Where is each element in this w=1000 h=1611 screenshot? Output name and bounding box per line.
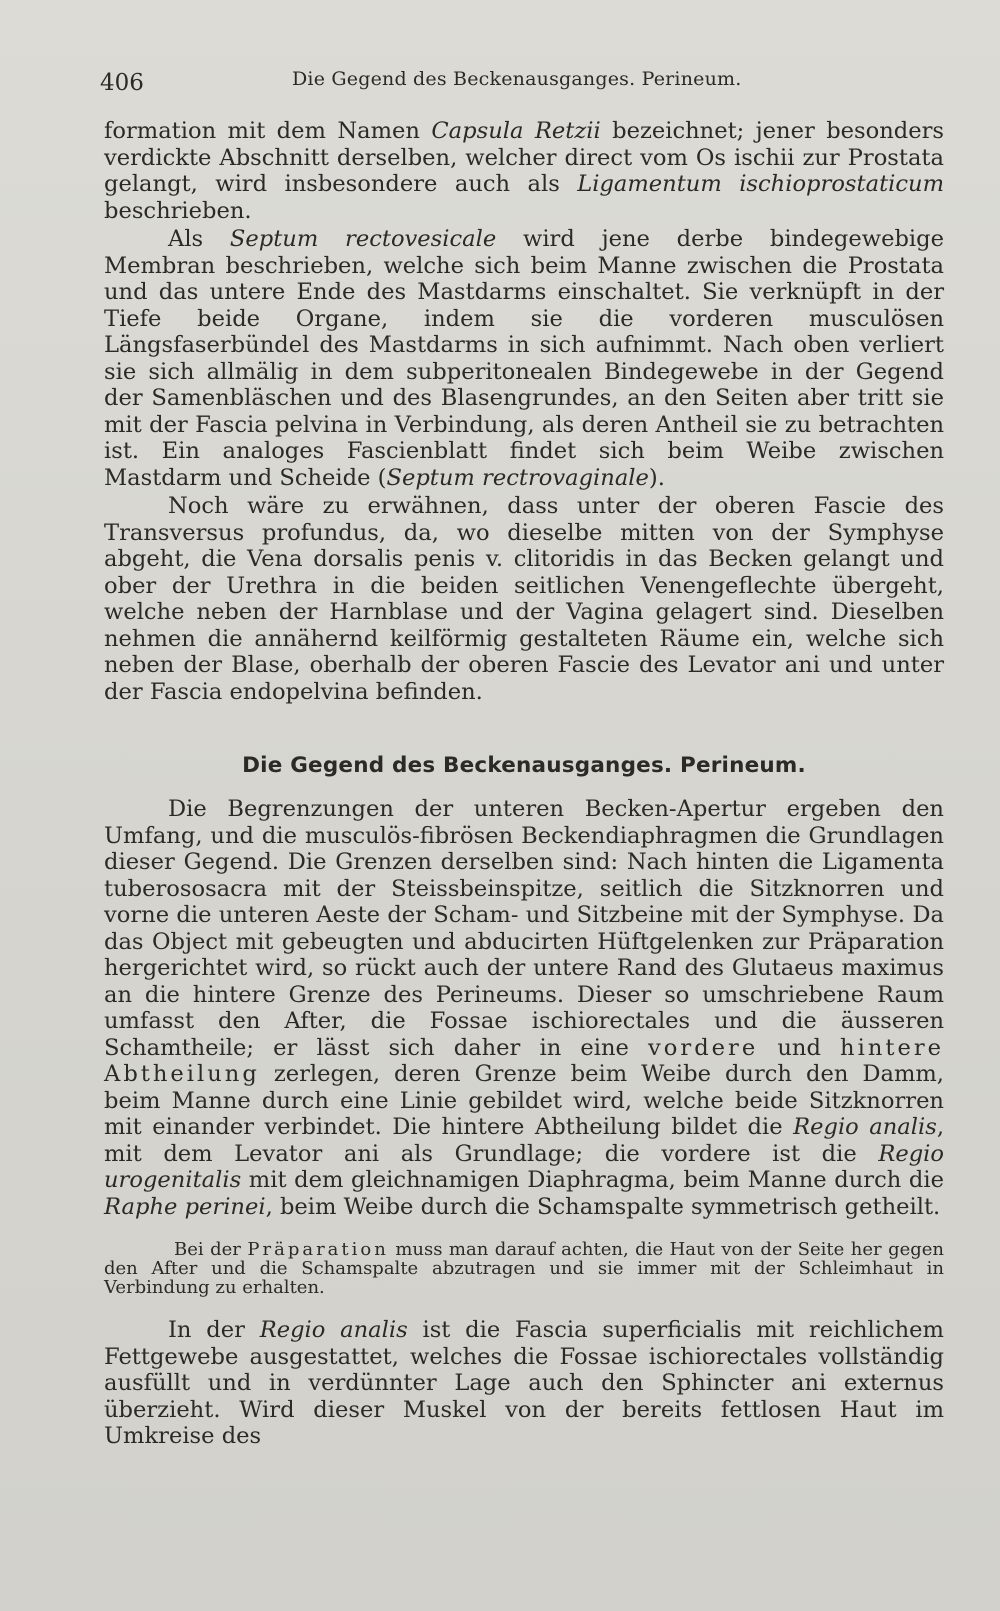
term-capsula-retzii: Capsula Retzii xyxy=(431,118,601,144)
term-regio-analis-2: Regio analis xyxy=(259,1317,408,1343)
page-number: 406 xyxy=(100,70,144,96)
paragraph-3: Noch wäre zu erwähnen, dass unter der oberen Fascie des Transversus profundus, da, wo dieselbe mitten von der Symphyse abgeht, die Vena dorsalis penis v. clitoridis in das Becken gelangt und ober der Urethra in die beiden seitlichen Venengeflechte übergeht, welche neben der Harnblase und der Vagina gelagert sind. Dieselben nehmen die annähernd keilförmig gestalteten Räume ein, welche sich neben der Blase, oberhalb der oberen Fascie des Levator ani und unter der Fascia endopelvina befinden. xyxy=(104,493,944,705)
running-head: Die Gegend des Beckenausganges. Perineum. xyxy=(292,68,742,90)
term-raphe-perinei: Raphe perinei xyxy=(104,1193,266,1220)
spaced-hintere: hintere xyxy=(840,1034,944,1061)
term-septum-rectovesicale: Septum rectovesicale xyxy=(229,226,497,252)
paragraph-1: formation mit dem Namen Capsula Retzii bezeichnet; jener besonders verdickte Abschnitt derselben, welcher direct vom Os ischii zur Prostata gelangt, wird insbesondere auch als Ligamentum ischioprostaticum beschrieben. xyxy=(104,118,945,224)
paragraph-2: Als Septum rectovesicale wird jene derbe bindegewebige Membran beschrieben, welche sich beim Manne zwischen die Prostata und das untere Ende des Mastdarms einschaltet. Sie verknüpft in der Tiefe beide Organe, indem sie die vorderen musculösen Längsfaserbündel des Mastdarms in sich aufnimmt. Nach oben verliert sie sich allmälig in dem subperitonealen Bindegewebe in der Gegend der Samenbläschen und des Blasengrundes, an den Seiten aber tritt sie mit der Fascia pelvina in Verbindung, als deren Antheil sie zu betrachten ist. Ein analoges Fascienblatt findet sich beim Weibe zwischen Mastdarm und Scheide (Septum rectrovaginale). xyxy=(104,226,944,491)
section-heading: Die Gegend des Beckenausganges. Perineum. xyxy=(242,753,806,778)
spaced-praeparation: Präparation xyxy=(247,1239,389,1260)
term-septum-rectrovaginale: Septum rectrovaginale xyxy=(386,464,649,491)
page-header xyxy=(100,68,940,98)
page-body xyxy=(104,118,944,1450)
paragraph-4: Die Begrenzungen der unteren Becken-Apertur ergeben den Umfang, und die musculös-fibrösen Beckendiaphragmen die Grundlagen dieser Gegend. Die Grenzen derselben sind: Nach hinten die Ligamenta tuberososacra mit der Steissbeinspitze, seitlich die Sitzknorren und vorne die unteren Aeste der Scham- und Sitzbeine mit der Symphyse. Da das Object mit gebeugten und abducirten Hüftgelenken zur Präparation hergerichtet wird, so rückt auch der untere Rand des Glutaeus maximus an die hintere Grenze des Perineums. Dieser so umschriebene Raum umfasst den After, die Fossae ischiorectales und die äusseren Schamtheile; er lässt sich daher in eine vordere und hintere Abtheilung zerlegen, deren Grenze beim Weibe durch den Damm, beim Manne durch eine Linie gebildet wird, welche beide Sitzknorren mit einander verbindet. Die hintere Abtheilung bildet die Regio analis, mit dem Levator ani als Grundlage; die vordere ist die Regio urogenitalis mit dem gleichnamigen Diaphragma, beim Manne durch die Raphe perinei, beim Weibe durch die Schamspalte symmetrisch getheilt. xyxy=(104,796,944,1220)
spaced-vordere: vordere xyxy=(648,1034,759,1061)
footnote-preparation: Bei der Präparation muss man darauf achten, die Haut von der Seite her gegen den After und die Schamspalte abzutragen und sie immer mit der Schleimhaut in Verbindung zu erhalten. xyxy=(104,1239,945,1298)
term-ligamentum-ischioprostaticum: Ligamentum ischioprostaticum xyxy=(577,171,945,197)
term-regio-urogenitalis: Regio urogenitalis xyxy=(104,1140,944,1193)
spaced-abtheilung: Abtheilung xyxy=(104,1061,260,1087)
term-regio-analis: Regio analis xyxy=(793,1114,937,1140)
paragraph-5: In der Regio analis ist die Fascia superficialis mit reichlichem Fettgewebe ausgestattet, welches die Fossae ischiorectales vollständig ausfüllt und in verdünnter Lage auch den Sphincter ani externus überzieht. Wird dieser Muskel von der bereits fettlosen Haut im Umkreise des xyxy=(104,1317,944,1449)
